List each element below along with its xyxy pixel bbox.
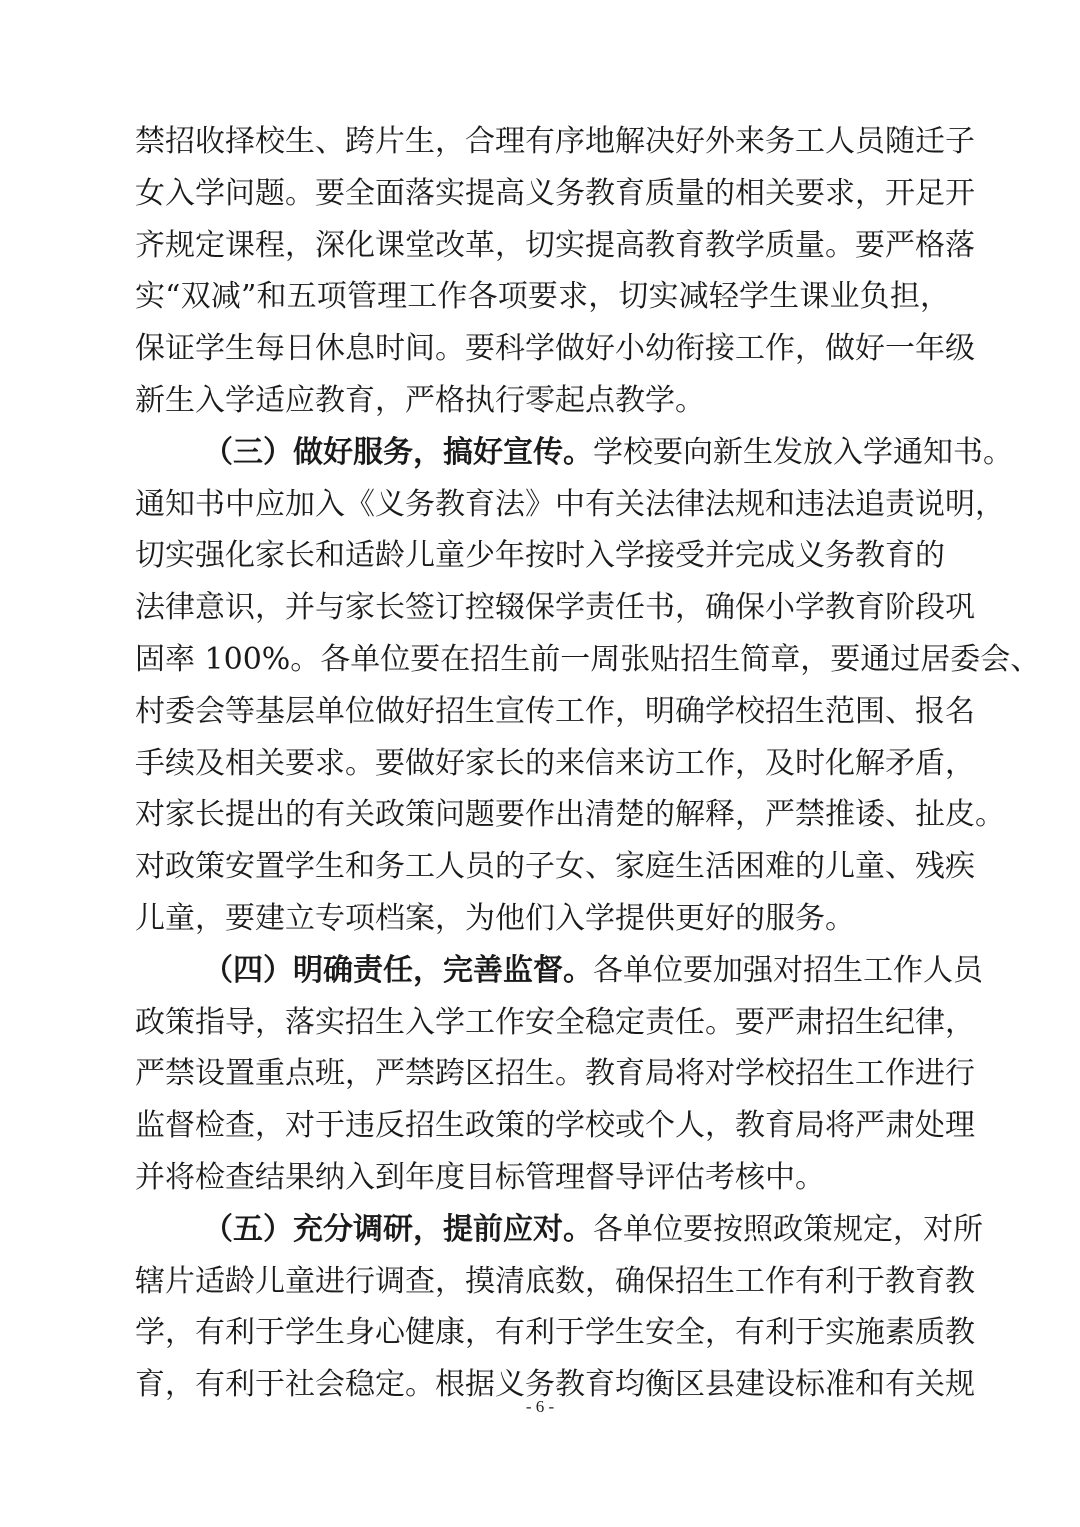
line-text: 监督检查，对于违反招生政策的学校或个人，教育局将严肃处理 xyxy=(135,1108,975,1144)
text-line xyxy=(135,997,975,1049)
line-text: 禁招收择校生、跨片生，合理有序地解决好外来务工人员随迁子 xyxy=(135,124,975,159)
text-line xyxy=(135,1152,950,1204)
text-line xyxy=(135,1100,975,1152)
line-text: 女入学问题。要全面落实提高义务教育质量的相关要求，开足开 xyxy=(135,175,975,211)
text-line xyxy=(135,323,975,375)
text-line xyxy=(135,945,983,997)
line-text: 通知书中应加入《义务教育法》中有关法律法规和违法追责说明， xyxy=(135,486,1005,522)
text-line xyxy=(135,841,975,893)
line-text: 切实强化家长和适龄儿童少年按时入学接受并完成义务教育的 xyxy=(135,538,945,574)
line-text: 村委会等基层单位做好招生宣传工作，明确学校招生范围、报名 xyxy=(135,693,975,729)
line-text: 学校要向新生发放入学通知书。 xyxy=(593,434,1013,470)
line-text: 辖片适龄儿童进行调查，摸清底数，确保招生工作有利于教育教 xyxy=(135,1263,975,1299)
text-line xyxy=(135,168,975,220)
section-heading: （五）充分调研，提前应对。 xyxy=(203,1211,593,1247)
line-text: 学，有利于学生身心健康，有利于学生安全，有利于实施素质教 xyxy=(135,1315,975,1351)
section-heading: （三）做好服务，搞好宣传。 xyxy=(203,434,593,470)
section-heading: （四）明确责任，完善监督。 xyxy=(203,952,593,988)
line-text: 手续及相关要求。要做好家长的来信来访工作，及时化解矛盾， xyxy=(135,745,975,781)
line-text: 对家长提出的有关政策问题要作出清楚的解释，严禁推诿、扯皮。 xyxy=(135,797,1005,833)
line-text: 实“双减”和五项管理工作各项要求，切实减轻学生课业负担， xyxy=(135,279,950,315)
text-line xyxy=(135,1204,983,1256)
line-text: 固率 100%。各单位要在招生前一周张贴招生简章，要通过居委会、 xyxy=(135,641,1041,677)
line-text: 保证学生每日休息时间。要科学做好小幼衔接工作，做好一年级 xyxy=(135,331,975,367)
line-text: 严禁设置重点班，严禁跨区招生。教育局将对学校招生工作进行 xyxy=(135,1056,975,1092)
body-text xyxy=(135,116,1041,1411)
text-line xyxy=(135,893,950,945)
line-text: 法律意识，并与家长签订控辍保学责任书，确保小学教育阶段巩 xyxy=(135,590,975,626)
text-line xyxy=(135,582,975,634)
text-line xyxy=(135,686,975,738)
line-text: 齐规定课程，深化课堂改革，切实提高教育教学质量。要严格落 xyxy=(135,227,975,263)
text-line xyxy=(135,738,975,790)
line-text: 育，有利于社会稳定。根据义务教育均衡区县建设标准和有关规 xyxy=(135,1367,975,1403)
line-text: 各单位要加强对招生工作人员 xyxy=(593,952,983,988)
line-text: 各单位要按照政策规定，对所 xyxy=(593,1211,983,1247)
text-line xyxy=(135,1307,975,1359)
text-line xyxy=(135,634,1041,686)
text-line xyxy=(135,789,1005,841)
text-line xyxy=(135,1048,975,1100)
text-line xyxy=(135,271,950,323)
text-line xyxy=(135,220,975,272)
line-text: 对政策安置学生和务工人员的子女、家庭生活困难的儿童、残疾 xyxy=(135,849,975,885)
line-text: 儿童，要建立专项档案，为他们入学提供更好的服务。 xyxy=(135,900,855,936)
text-line xyxy=(135,530,950,582)
line-text: 新生入学适应教育，严格执行零起点教学。 xyxy=(135,382,705,418)
text-line xyxy=(135,1256,975,1308)
text-line xyxy=(135,375,950,427)
text-line xyxy=(135,427,1013,479)
line-text: 并将检查结果纳入到年度目标管理督导评估考核中。 xyxy=(135,1159,825,1195)
text-line xyxy=(135,479,1005,531)
line-text: 政策指导，落实招生入学工作安全稳定责任。要严肃招生纪律， xyxy=(135,1004,975,1040)
page-number: - 6 - xyxy=(525,1397,555,1416)
text-line xyxy=(135,116,975,168)
